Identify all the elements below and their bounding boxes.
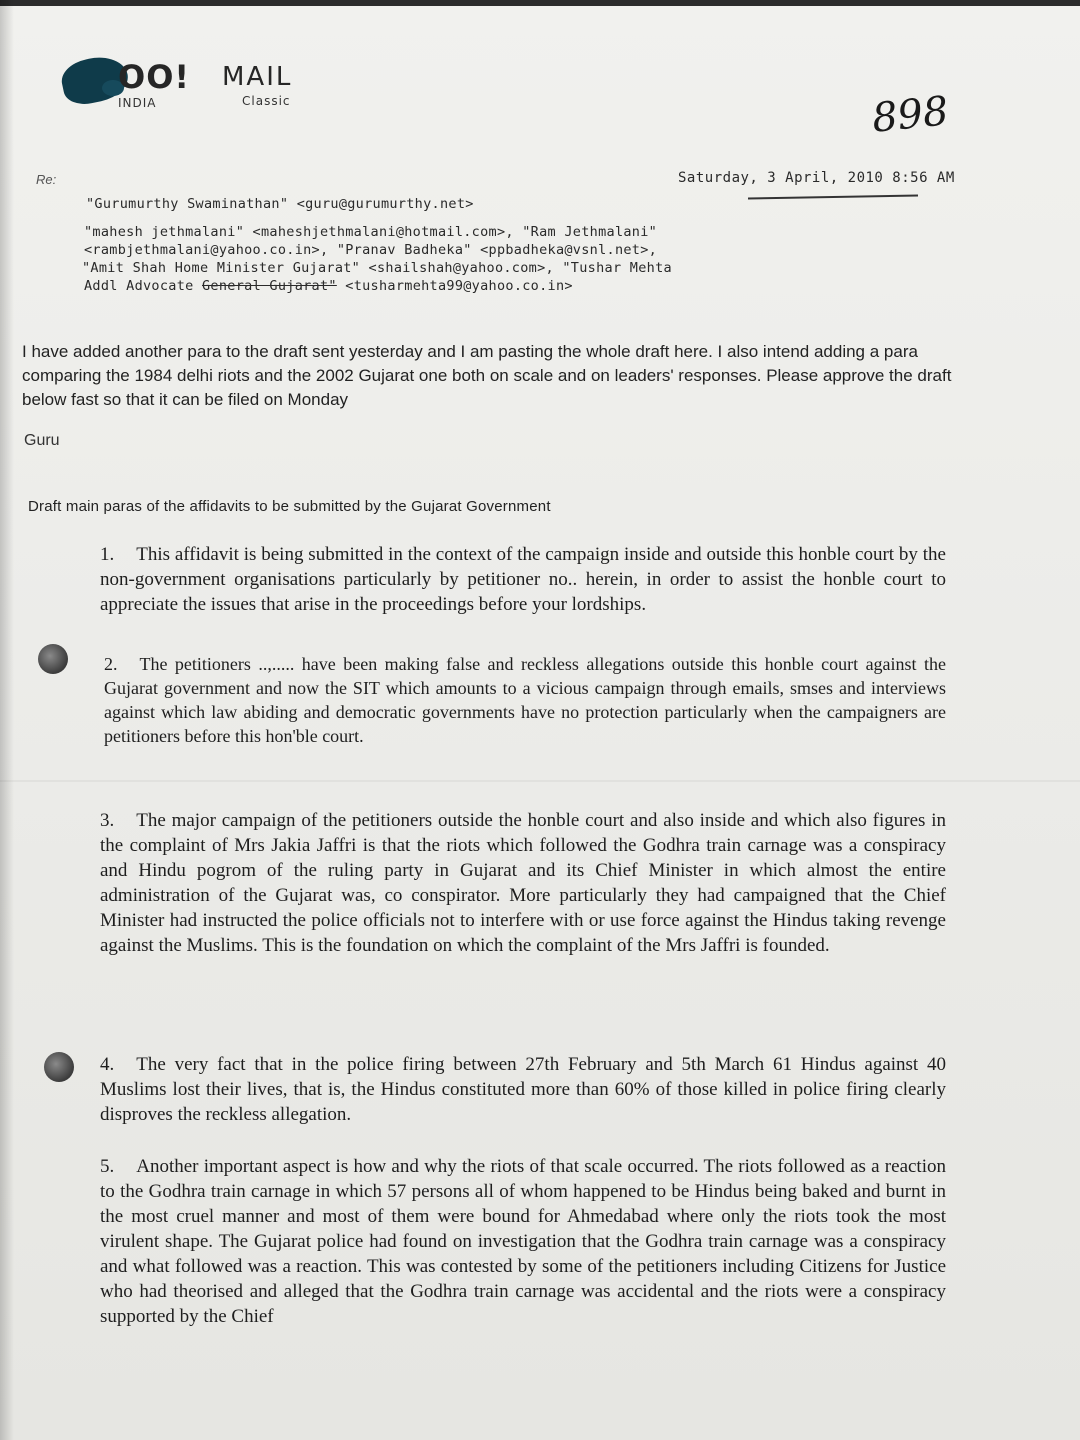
draft-paragraph — [100, 542, 946, 617]
paragraph-number: 2. — [104, 654, 118, 674]
struck-text: General Gujarat" — [202, 278, 337, 294]
logo-region: INDIA — [118, 96, 157, 110]
handwritten-page-number: 898 — [869, 88, 951, 142]
draft-paragraph — [100, 1154, 946, 1329]
page-edge-shadow — [0, 0, 14, 1440]
pen-underline — [748, 195, 918, 200]
email-from: "Gurumurthy Swaminathan" <guru@gurumurthy.net> — [86, 196, 474, 212]
email-date: Saturday, 3 April, 2010 8:56 AM — [678, 170, 955, 186]
email-to-line: "Amit Shah Home Minister Gujarat" <shailshah@yahoo.com>, "Tushar Mehta — [82, 260, 672, 276]
paragraph-text: The very fact that in the police firing between 27th February and 5th March 61 Hindus against 40 Muslims lost their lives, that is, the Hindus constituted more than 60% of those killed in police firing clearly disproves the reckless allegation. — [100, 1054, 946, 1125]
paragraph-number: 4. — [100, 1054, 115, 1075]
re-label: Re: — [36, 172, 57, 187]
paragraph-number: 3. — [100, 810, 115, 831]
logo-text: OO! — [118, 58, 190, 96]
draft-title: Draft main paras of the affidavits to be submitted by the Gujarat Government — [28, 498, 551, 515]
draft-paragraph — [100, 808, 946, 958]
email-body: I have added another para to the draft sent yesterday and I am pasting the whole draft here. I also intend adding a para comparing the 1984 delhi riots and the 2002 Gujarat one both on scale and on leaders' responses. Please approve the draft below fast so that it can be filed on Monday — [22, 342, 952, 409]
email-signoff: Guru — [24, 432, 60, 449]
paragraph-number: 1. — [100, 544, 115, 565]
paragraph-text: Another important aspect is how and why the riots of that scale occurred. The riots followed as a reaction to the Godhra train carnage in which 57 persons all of whom happened to be Hindus being baked and burnt in the most cruel manner and most of them were bound for Ahmedabad where only the riots took the most virulent shape. The Gujarat police had found on investigation that the Godhra train carnage was a conspiracy and what followed was a reaction. This was contested by some of the petitioners including Citizens for Justice who had theorised and alleged that the Godhra train carnage was accidental and the riots were a conspiracy supported by the Chief — [100, 1156, 946, 1327]
page-fold — [0, 780, 1080, 782]
email-to-line — [84, 278, 573, 294]
paragraph-number: 5. — [100, 1156, 115, 1177]
email-to-line: "mahesh jethmalani" <maheshjethmalani@hotmail.com>, "Ram Jethmalani" — [84, 224, 658, 240]
email-to-line: <rambjethmalani@yahoo.co.in>, "Pranav Badheka" <ppbadheka@vsnl.net>, — [84, 242, 658, 258]
paragraph-text: This affidavit is being submitted in the context of the campaign inside and outside this honble court by the non-government organisations particularly by petitioner no.. herein, in order to assist the honble court to appreciate the issues that arise in the proceedings before your lordships. — [100, 544, 946, 615]
to-text: Addl Advocate — [84, 278, 202, 294]
punch-hole-icon — [38, 644, 68, 674]
draft-paragraph — [104, 652, 946, 748]
page-top-edge — [0, 0, 1080, 6]
yahoo-mail-logo — [62, 50, 322, 120]
logo-edition: Classic — [242, 94, 291, 108]
punch-hole-icon — [44, 1052, 74, 1082]
draft-paragraph — [100, 1052, 946, 1127]
paragraph-text: The major campaign of the petitioners outside the honble court and also inside and which also figures in the complaint of Mrs Jakia Jaffri is that the riots which followed the Godhra train carnage was a conspiracy and Hindu pogrom of the ruling party in Gujarat and its Chief Minister in which almost the entire administration of the Gujarat was, co conspirator. More particularly they had campaigned that the Chief Minister had instructed the police officials not to interfere with or use force against the Hindus taking revenge against the Muslims. This is the foundation on which the complaint of the Mrs Jaffri is founded. — [100, 810, 946, 956]
logo-mail: MAIL — [222, 62, 293, 92]
to-text: <tusharmehta99@yahoo.co.in> — [336, 278, 573, 294]
paragraph-text: The petitioners ..,..... have been making false and reckless allegations outside this honble court against the Gujarat government and now the SIT which amounts to a vicious campaign through emails, smses and interviews against which law abiding and democratic governments have no protection particularly when the campaigners are petitioners before this hon'ble court. — [104, 654, 946, 746]
